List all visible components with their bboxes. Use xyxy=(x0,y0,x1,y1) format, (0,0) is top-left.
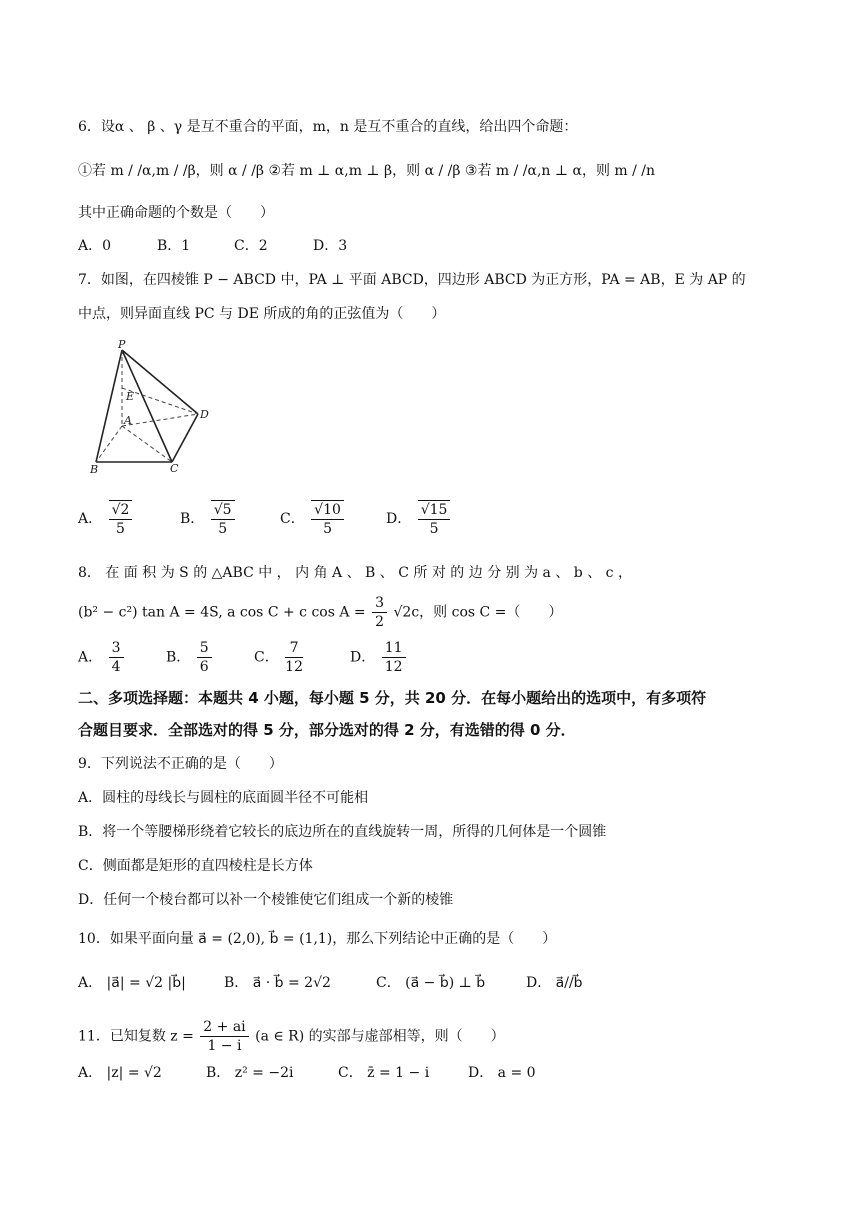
q8-option-d-label: D． xyxy=(350,649,376,666)
q11-stem xyxy=(78,1018,505,1055)
q7-option-c-label: C． xyxy=(280,511,305,527)
q11-stem-pre: 11．已知复数 z = xyxy=(78,1028,194,1045)
q10-option-c: C． (a⃗ − b⃗) ⊥ b⃗ xyxy=(376,975,486,991)
q9-option-b: B．将一个等腰梯形绕着它较长的底边所在的直线旋转一周，所得的几何体是一个圆锥 xyxy=(78,824,607,840)
q7-option-c-den: 5 xyxy=(323,521,332,537)
q11-option-d: D． a = 0 xyxy=(468,1065,536,1081)
q11-frac-num: 2 + ai xyxy=(200,1018,248,1037)
q11-frac-den: 1 − i xyxy=(207,1038,242,1054)
q6-stem: 6．设α 、 β 、γ 是互不重合的平面，m，n 是互不重合的直线，给出四个命题： xyxy=(78,119,578,135)
q10-option-b: B． a⃗ · b⃗ = 2√2 xyxy=(224,975,331,991)
q8-option-b xyxy=(166,639,214,676)
q7-option-a-num: √2 xyxy=(109,500,133,520)
q8-option-d-den: 12 xyxy=(384,659,403,675)
label-b: B xyxy=(90,463,99,476)
q7-option-c-num: √10 xyxy=(311,500,344,520)
q8-option-b-label: B． xyxy=(166,649,191,666)
q7-option-b-label: B． xyxy=(180,511,205,527)
q9-option-a: A．圆柱的母线长与圆柱的底面圆半径不可能相 xyxy=(78,790,369,806)
label-c: C xyxy=(170,462,179,475)
q11-option-b: B． z² = −2i xyxy=(206,1065,294,1081)
label-d: D xyxy=(200,408,209,421)
q9-stem: 9．下列说法不正确的是（ ） xyxy=(78,756,283,772)
q8-option-a-num: 3 xyxy=(109,639,124,658)
q6-option-c: C．2 xyxy=(234,238,268,254)
q6-option-d: D．3 xyxy=(313,238,348,254)
label-p: P xyxy=(118,338,126,351)
q11-stem-post: (a ∈ R) 的实部与虚部相等，则（ ） xyxy=(255,1028,505,1045)
q7-option-d xyxy=(386,500,452,538)
section2-heading-line1: 二、多项选择题：本题共 4 小题，每小题 5 分，共 20 分．在每小题给出的选项中，有多项符 xyxy=(78,689,707,707)
q8-option-b-num: 5 xyxy=(197,639,212,658)
q8-stem-line2 xyxy=(78,594,562,631)
q7-option-a xyxy=(78,500,134,538)
q8-option-a xyxy=(78,639,126,676)
q8-stem-line1: 8． 在 面 积 为 S 的 △ABC 中 ， 内 角 A 、 B 、 C 所 对 的 边 分 别 为 a 、 b 、 c ， xyxy=(78,565,632,581)
q8-equation-left: (b² − c²) tan A = 4S, a cos C + c cos A = xyxy=(78,604,366,621)
q10-option-a: A． |a⃗| = √2 |b⃗| xyxy=(78,975,186,991)
q6-propositions: ①若 m / /α,m / /β，则 α / /β ②若 m ⊥ α,m ⊥ β，则 α / /β ③若 m / /α,n ⊥ α，则 m / /n xyxy=(78,163,656,179)
q8-frac-den: 2 xyxy=(375,614,385,630)
q8-option-c-den: 12 xyxy=(285,659,303,675)
q10-stem: 10．如果平面向量 a⃗ = (2,0), b⃗ = (1,1)，那么下列结论中正确的是（ ） xyxy=(78,931,557,947)
q9-option-d: D．任何一个棱台都可以补一个棱锥使它们组成一个新的棱锥 xyxy=(78,892,454,908)
q8-equation-right: √2c，则 cos C =（ ） xyxy=(393,604,563,621)
q7-option-b-num: √5 xyxy=(211,500,235,520)
pyramid-figure xyxy=(82,338,222,476)
q10-option-d: D． a⃗//b⃗ xyxy=(526,975,583,991)
q8-option-b-den: 6 xyxy=(199,659,209,675)
q11-option-c: C． z̄ = 1 − i xyxy=(338,1065,430,1081)
label-e: E xyxy=(126,390,135,403)
q8-option-d-num: 11 xyxy=(382,639,406,658)
q8-option-a-den: 4 xyxy=(111,659,121,675)
q7-option-d-num: √15 xyxy=(418,500,451,520)
q7-option-a-label: A． xyxy=(78,511,103,527)
q8-option-c xyxy=(254,639,305,676)
q7-option-b-den: 5 xyxy=(218,521,228,537)
q7-option-b xyxy=(180,500,237,538)
q7-option-d-label: D． xyxy=(386,511,412,527)
q8-option-d xyxy=(350,639,408,676)
q7-option-d-den: 5 xyxy=(429,521,439,537)
q8-option-c-num: 7 xyxy=(285,639,303,658)
q6-question: 其中正确命题的个数是（ ） xyxy=(78,205,274,221)
section2-heading-line2: 合题目要求．全部选对的得 5 分，部分选对的得 2 分，有选错的得 0 分． xyxy=(78,721,576,739)
q7-option-c xyxy=(280,500,346,538)
q8-frac-num: 3 xyxy=(372,594,387,613)
q7-stem-line2: 中点，则异面直线 PC 与 DE 所成的角的正弦值为（ ） xyxy=(78,306,446,322)
q9-option-c: C．侧面都是矩形的直四棱柱是长方体 xyxy=(78,858,313,874)
q8-option-a-label: A． xyxy=(78,649,103,666)
q6-option-a: A．0 xyxy=(78,238,112,254)
q7-stem-line1: 7．如图，在四棱锥 P − ABCD 中，PA ⊥ 平面 ABCD，四边形 ABCD 为正方形，PA = AB，E 为 AP 的 xyxy=(78,272,746,288)
q11-option-a: A． |z| = √2 xyxy=(78,1065,162,1081)
label-a: A xyxy=(124,414,132,427)
q7-option-a-den: 5 xyxy=(116,521,125,537)
q6-option-b: B．1 xyxy=(157,238,191,254)
q8-option-c-label: C． xyxy=(254,649,279,666)
